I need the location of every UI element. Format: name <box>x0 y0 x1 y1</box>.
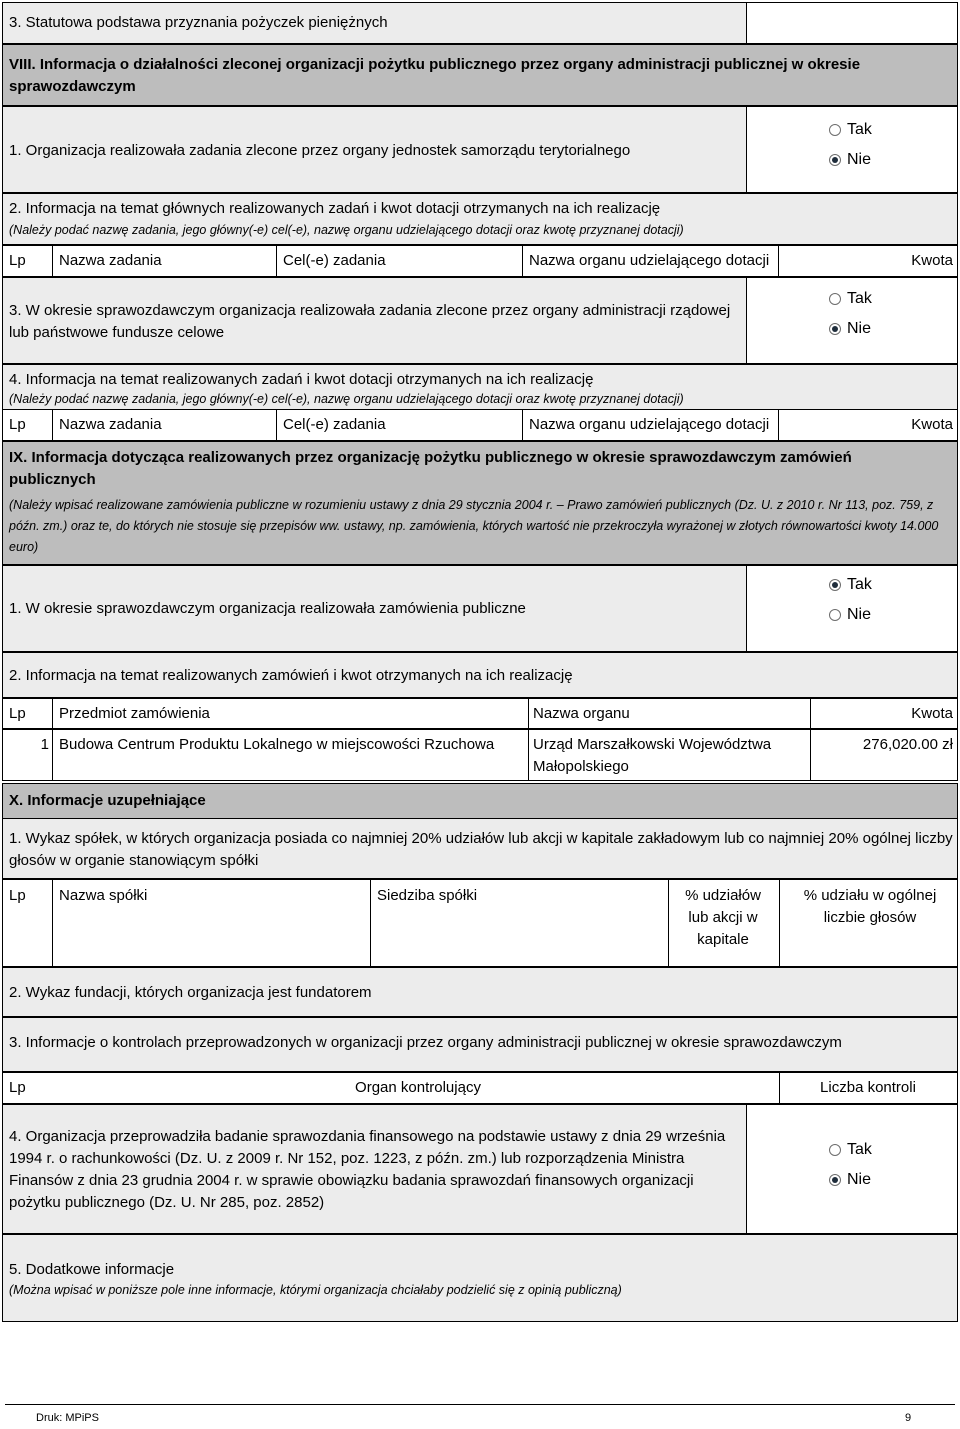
col-company-seat: Siedziba spółki <box>377 887 478 904</box>
no-label: Nie <box>847 606 872 623</box>
row-organ: Urząd Marszałkowski Województwa Małopolskiego <box>533 736 772 775</box>
x-q4-text: 4. Organizacja przeprowadziła badanie sprawozdania finansowego na podstawie ustawy z dnia 29 września 1994 r. o rachunkowości (Dz. U. z 2009 r. Nr 152, poz. 1223, z późn. zm.) lub rozporządzenia Ministra Finansów z dnia 23 grudnia 2004 r. w sprawie obowiązku badania sprawozdań finansowych organizacji pożytku publicznego (Dz. U. Nr 285, poz. 2852) <box>9 1128 726 1211</box>
x-q3-header <box>2 1017 958 1072</box>
yes-label: Tak <box>847 576 872 593</box>
x-q1-table-header <box>2 879 958 967</box>
x-q5-note: (Można wpisać w poniższe pole inne informacje, którymi organizacja chciałaby podzielić się z opinią publiczną) <box>9 1283 622 1297</box>
section-ix-note: (Należy wpisać realizowane zamówienia publiczne w rozumieniu ustawy z dnia 29 stycznia 2004 r. – Prawo zamówień publicznych (Dz. U. z 2010 r. Nr 113, poz. 759, z późn. zm.) oraz te, do których nie stosuje się przepisów ww. ustawy, np. zamówienia, których wartość nie przekroczyła wyrażonej w złotych równowartości kwoty 14.000 euro) <box>9 498 939 554</box>
col-task-goal: Cel(-e) zadania <box>283 252 386 269</box>
viii-q1-yes-option[interactable] <box>829 115 872 145</box>
ix-q1-text: 1. W okresie sprawozdawczym organizacja realizowała zamówienia publiczne <box>9 600 526 617</box>
section-viii-title: VIII. Informacja o działalności zleconej organizacji pożytku publicznego przez organy administracji publicznej w okresie sprawozdawczym <box>9 56 861 95</box>
yes-label: Tak <box>847 290 872 307</box>
viii-q3-text: 3. W okresie sprawozdawczym organizacja realizowała zadania zlecone przez organy administracji rządowej lub państwowe fundusze celowe <box>9 302 731 341</box>
col-lp: Lp <box>9 252 26 269</box>
viii-q3-options <box>746 277 958 364</box>
x-q5-title: 5. Dodatkowe informacje <box>9 1261 175 1278</box>
no-label: Nie <box>847 151 872 168</box>
no-label: Nie <box>847 320 872 337</box>
radio-icon[interactable] <box>829 124 841 136</box>
viii-q3-yes-option[interactable] <box>829 284 872 314</box>
x-q4-yes-option[interactable] <box>829 1135 872 1165</box>
footer-print-label: Druk: MPiPS <box>36 1412 99 1424</box>
x-q1-header <box>2 818 958 879</box>
viii-q1-cell <box>2 106 747 193</box>
col-grantor: Nazwa organu udzielającego dotacji <box>529 252 770 269</box>
section-ix-heading <box>2 441 958 565</box>
col-lp: Lp <box>9 1079 26 1096</box>
col-task-name: Nazwa zadania <box>59 416 162 433</box>
col-lp: Lp <box>9 887 26 904</box>
s3-label-cell <box>2 2 747 44</box>
viii-q4-note: (Należy podać nazwę zadania, jego główny(-e) cel(-e), nazwę organu udzielającego dotacji oraz kwotę przyznanej dotacji) <box>9 392 684 406</box>
x-q4-options <box>746 1104 958 1234</box>
x-q4-no-option[interactable] <box>829 1165 872 1195</box>
col-share-votes: % udziału w ogólnej liczbie głosów <box>803 887 937 926</box>
viii-q2-table-header <box>2 245 958 277</box>
table-row <box>2 729 958 781</box>
x-q3-title: 3. Informacje o kontrolach przeprowadzonych w organizacji przez organy administracji publicznej w okresie sprawozdawczym <box>9 1034 842 1051</box>
row-amount: 276,020.00 zł <box>862 736 953 753</box>
radio-selected-icon[interactable] <box>829 154 841 166</box>
ix-q1-cell <box>2 565 747 652</box>
col-task-goal: Cel(-e) zadania <box>283 416 386 433</box>
viii-q2-note: (Należy podać nazwę zadania, jego główny(-e) cel(-e), nazwę organu udzielającego dotacji oraz kwotę przyznanej dotacji) <box>9 223 684 237</box>
viii-q2-header <box>2 193 958 245</box>
viii-q1-text: 1. Organizacja realizowała zadania zlecone przez organy jednostek samorządu terytorialnego <box>9 142 631 159</box>
x-q4-cell <box>2 1104 747 1234</box>
col-share-capital: % udziałów lub akcji w kapitale <box>685 887 761 948</box>
ix-q2-title: 2. Informacja na temat realizowanych zamówień i kwot otrzymanych na ich realizację <box>9 667 573 684</box>
yes-label: Tak <box>847 121 872 138</box>
col-amount: Kwota <box>911 252 953 269</box>
yes-label: Tak <box>847 1141 872 1158</box>
col-organ: Nazwa organu <box>533 705 630 722</box>
col-inspection-count: Liczba kontroli <box>820 1079 916 1096</box>
radio-selected-icon[interactable] <box>829 1174 841 1186</box>
section-viii-heading <box>2 44 958 106</box>
s3-label: 3. Statutowa podstawa przyznania pożyczek pieniężnych <box>9 14 388 31</box>
viii-q3-cell <box>2 277 747 364</box>
col-grantor: Nazwa organu udzielającego dotacji <box>529 416 770 433</box>
no-label: Nie <box>847 1171 872 1188</box>
col-lp: Lp <box>9 416 26 433</box>
section-x-heading <box>2 783 958 819</box>
footer-rule <box>5 1404 955 1405</box>
col-amount: Kwota <box>911 416 953 433</box>
radio-icon[interactable] <box>829 293 841 305</box>
section-x-title: X. Informacje uzupełniające <box>9 792 206 809</box>
ix-q1-no-option[interactable] <box>829 600 872 630</box>
radio-selected-icon[interactable] <box>829 579 841 591</box>
col-amount: Kwota <box>911 705 953 722</box>
row-subject: Budowa Centrum Produktu Lokalnego w miejscowości Rzuchowa <box>59 736 495 753</box>
viii-q4-header <box>2 364 958 410</box>
x-q3-table-header <box>2 1072 958 1104</box>
viii-q1-no-option[interactable] <box>829 145 872 175</box>
viii-q2-title: 2. Informacja na temat głównych realizowanych zadań i kwot dotacji otrzymanych na ich realizację <box>9 200 661 217</box>
radio-selected-icon[interactable] <box>829 323 841 335</box>
x-q5-header <box>2 1234 958 1322</box>
col-subject: Przedmiot zamówienia <box>59 705 210 722</box>
viii-q1-options <box>746 106 958 193</box>
viii-q4-title: 4. Informacja na temat realizowanych zadań i kwot dotacji otrzymanych na ich realizację <box>9 371 594 388</box>
ix-q1-options <box>746 565 958 652</box>
x-q2-title: 2. Wykaz fundacji, których organizacja jest fundatorem <box>9 984 372 1001</box>
col-lp: Lp <box>9 705 26 722</box>
x-q2-header <box>2 967 958 1017</box>
viii-q4-table-header <box>2 409 958 441</box>
radio-icon[interactable] <box>829 1144 841 1156</box>
col-company-name: Nazwa spółki <box>59 887 148 904</box>
radio-icon[interactable] <box>829 609 841 621</box>
viii-q3-no-option[interactable] <box>829 314 872 344</box>
row-lp: 1 <box>40 736 49 753</box>
page-number: 9 <box>905 1412 912 1424</box>
ix-q2-header <box>2 652 958 698</box>
s3-value-field[interactable] <box>746 2 958 44</box>
col-task-name: Nazwa zadania <box>59 252 162 269</box>
section-ix-title: IX. Informacja dotycząca realizowanych przez organizację pożytku publicznego w okresie sprawozdawczym zamówień publicznych <box>9 449 852 488</box>
ix-q1-yes-option[interactable] <box>829 570 872 600</box>
ix-q2-table-header <box>2 698 958 729</box>
col-inspecting-body: Organ kontrolujący <box>355 1079 481 1096</box>
x-q1-title: 1. Wykaz spółek, w których organizacja posiada co najmniej 20% udziałów lub akcji w kapitale zakładowym lub co najmniej 20% ogólnej liczby głosów w organie stanowiącym spółki <box>9 830 953 869</box>
